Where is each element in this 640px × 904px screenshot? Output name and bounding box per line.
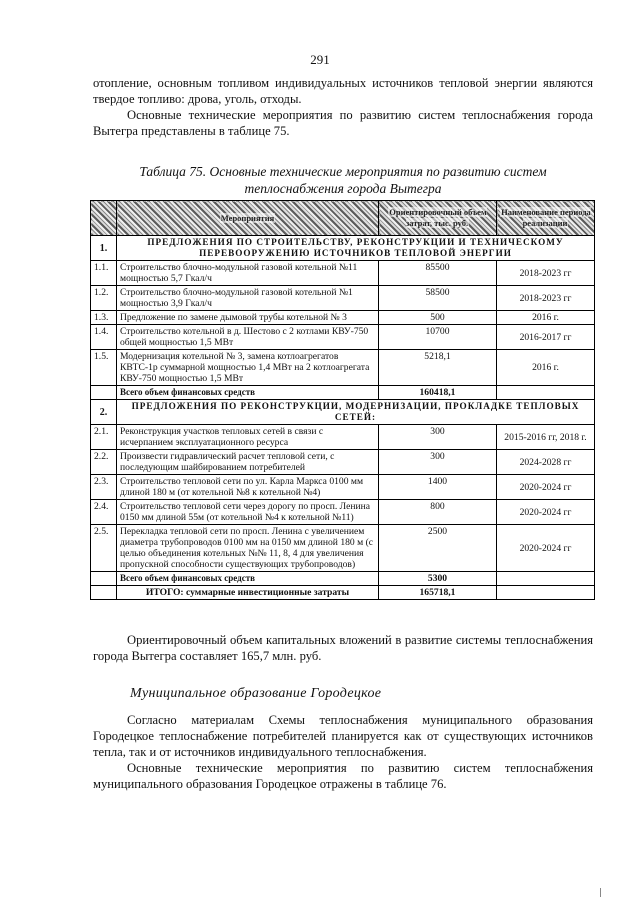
section-paragraph-2: [93, 760, 593, 792]
row-period: 2024-2028 гг: [497, 450, 595, 475]
measures-table: [90, 200, 595, 600]
grand-total-value: 165718,1: [379, 586, 497, 600]
row-name: Строительство котельной в д. Шестово с 2 котлами КВУ-750 общей мощностью 1,5 МВт: [117, 325, 379, 350]
row-period: 2020-2024 гг: [497, 525, 595, 572]
row-number: 1.4.: [91, 325, 117, 350]
section-1-total-label: Всего объем финансовых средств: [117, 386, 379, 400]
row-period: 2015-2016 гг, 2018 г.: [497, 425, 595, 450]
total-number-cell: [91, 386, 117, 400]
section-2-number: 2.: [91, 400, 117, 425]
row-period: 2018-2023 гг: [497, 261, 595, 286]
row-name: Модернизация котельной № 3, замена котлоагрегатов КВТС-1р суммарной мощностью 1,4 МВт на 2 котлоагрегата КВУ-750 мощностью 1,5 МВт: [117, 350, 379, 386]
row-number: 1.3.: [91, 311, 117, 325]
row-value: 2500: [379, 525, 497, 572]
row-number: 2.5.: [91, 525, 117, 572]
row-name: Предложение по замене дымовой трубы котельной № 3: [117, 311, 379, 325]
section-1-total-row: [91, 386, 595, 400]
row-name: Строительство тепловой сети через дорогу по просп. Ленина 0150 мм длиной 55м (от котельной №4 к котельной №11): [117, 500, 379, 525]
total-period-cell: [497, 386, 595, 400]
row-number: 1.5.: [91, 350, 117, 386]
grand-total-row: [91, 586, 595, 600]
header-period-cell: Наименование периода реализации: [497, 201, 595, 236]
row-value: 5218,1: [379, 350, 497, 386]
grand-total-number-cell: [91, 586, 117, 600]
total-period-cell: [497, 572, 595, 586]
row-number: 2.2.: [91, 450, 117, 475]
section-1-total-value: 160418,1: [379, 386, 497, 400]
row-number: 1.1.: [91, 261, 117, 286]
grand-total-period-cell: [497, 586, 595, 600]
section-2-row: [91, 400, 595, 425]
section-1-number: 1.: [91, 236, 117, 261]
table-row: [91, 525, 595, 572]
section-paragraph-1: [93, 712, 593, 760]
section-paragraph-1-text: Согласно материалам Схемы теплоснабжения муниципального образования Городецкое теплоснабжение потребителей планируется как от существующих источников тепла, так и от источников индивидуального теплоснабжения.: [93, 713, 593, 759]
intro-paragraph-2-text: Основные технические мероприятия по развитию систем теплоснабжения города Вытегра представлены в таблице 75.: [93, 108, 593, 138]
section-2-total-label: Всего объем финансовых средств: [117, 572, 379, 586]
table-caption: Таблица 75. Основные технические мероприятия по развитию систем теплоснабжения города Вытегра: [139, 164, 547, 196]
row-period: 2020-2024 гг: [497, 475, 595, 500]
grand-total-label: ИТОГО: суммарные инвестиционные затраты: [117, 586, 379, 600]
row-number: 2.1.: [91, 425, 117, 450]
row-value: 300: [379, 450, 497, 475]
row-name: Реконструкция участков тепловых сетей в связи с исчерпанием эксплуатационного ресурса: [117, 425, 379, 450]
row-period: 2016-2017 гг: [497, 325, 595, 350]
row-value: 800: [379, 500, 497, 525]
row-value: 300: [379, 425, 497, 450]
section-1-row: [91, 236, 595, 261]
row-value: 500: [379, 311, 497, 325]
table-row: [91, 311, 595, 325]
intro-paragraph-1: отопление, основным топливом индивидуальных источников тепловой энергии являются твердое топливо: дрова, уголь, отходы.: [93, 76, 593, 106]
after-table-paragraph: [93, 632, 593, 664]
row-value: 10700: [379, 325, 497, 350]
row-period: 2020-2024 гг: [497, 500, 595, 525]
row-name: Строительство тепловой сети по ул. Карла Маркса 0100 мм длиной 180 м (от котельной №8 к котельной №4): [117, 475, 379, 500]
table-row: [91, 475, 595, 500]
header-number-cell: [91, 201, 117, 236]
table-row: [91, 350, 595, 386]
table-row: [91, 261, 595, 286]
row-value: 58500: [379, 286, 497, 311]
section-1-title: ПРЕДЛОЖЕНИЯ ПО СТРОИТЕЛЬСТВУ, РЕКОНСТРУКЦИИ И ТЕХНИЧЕСКОМУ ПЕРЕВООРУЖЕНИЮ ИСТОЧНИКОВ ТЕПЛОВОЙ ЭНЕРГИИ: [117, 236, 595, 261]
table-row: [91, 286, 595, 311]
row-number: 1.2.: [91, 286, 117, 311]
total-number-cell: [91, 572, 117, 586]
header-name-cell: Мероприятия: [117, 201, 379, 236]
after-table-text: Ориентировочный объем капитальных вложений в развитие системы теплоснабжения города Вытегра составляет 165,7 млн. руб.: [93, 633, 593, 663]
section-2-title: ПРЕДЛОЖЕНИЯ ПО РЕКОНСТРУКЦИИ, МОДЕРНИЗАЦИИ, ПРОКЛАДКЕ ТЕПЛОВЫХ СЕТЕЙ:: [117, 400, 595, 425]
row-value: 85500: [379, 261, 497, 286]
row-name: Строительство блочно-модульной газовой котельной №11 мощностью 5,7 Гкал/ч: [117, 261, 379, 286]
section-paragraph-2-text: Основные технические мероприятия по развитию систем теплоснабжения муниципального образования Городецкое отражены в таблице 76.: [93, 761, 593, 791]
table-row: [91, 325, 595, 350]
section-2-total-row: [91, 572, 595, 586]
row-value: 1400: [379, 475, 497, 500]
row-name: Строительство блочно-модульной газовой котельной №1 мощностью 3,9 Гкал/ч: [117, 286, 379, 311]
table-row: [91, 425, 595, 450]
intro-paragraph-2: [93, 107, 593, 139]
header-value-cell: Ориентировочный объем затрат, тыс. руб.: [379, 201, 497, 236]
row-name: Перекладка тепловой сети по просп. Ленина с увеличением диаметра трубопроводов 0100 мм на 0150 мм длиной 180 м (с целью объединения котельных №№ 11, 8, 4 для увеличения пропускной способности существующих трубопроводов): [117, 525, 379, 572]
page-number: 291: [310, 52, 330, 67]
row-period: 2016 г.: [497, 311, 595, 325]
section-heading: Муниципальное образование Городецкое: [130, 686, 382, 701]
section-2-total-value: 5300: [379, 572, 497, 586]
row-period: 2016 г.: [497, 350, 595, 386]
scan-mark: [600, 888, 601, 897]
row-number: 2.4.: [91, 500, 117, 525]
table-row: [91, 500, 595, 525]
table-row: [91, 450, 595, 475]
row-period: 2018-2023 гг: [497, 286, 595, 311]
table-header-row: [91, 201, 595, 236]
row-number: 2.3.: [91, 475, 117, 500]
row-name: Произвести гидравлический расчет тепловой сети, с последующим шайбированием потребителей: [117, 450, 379, 475]
